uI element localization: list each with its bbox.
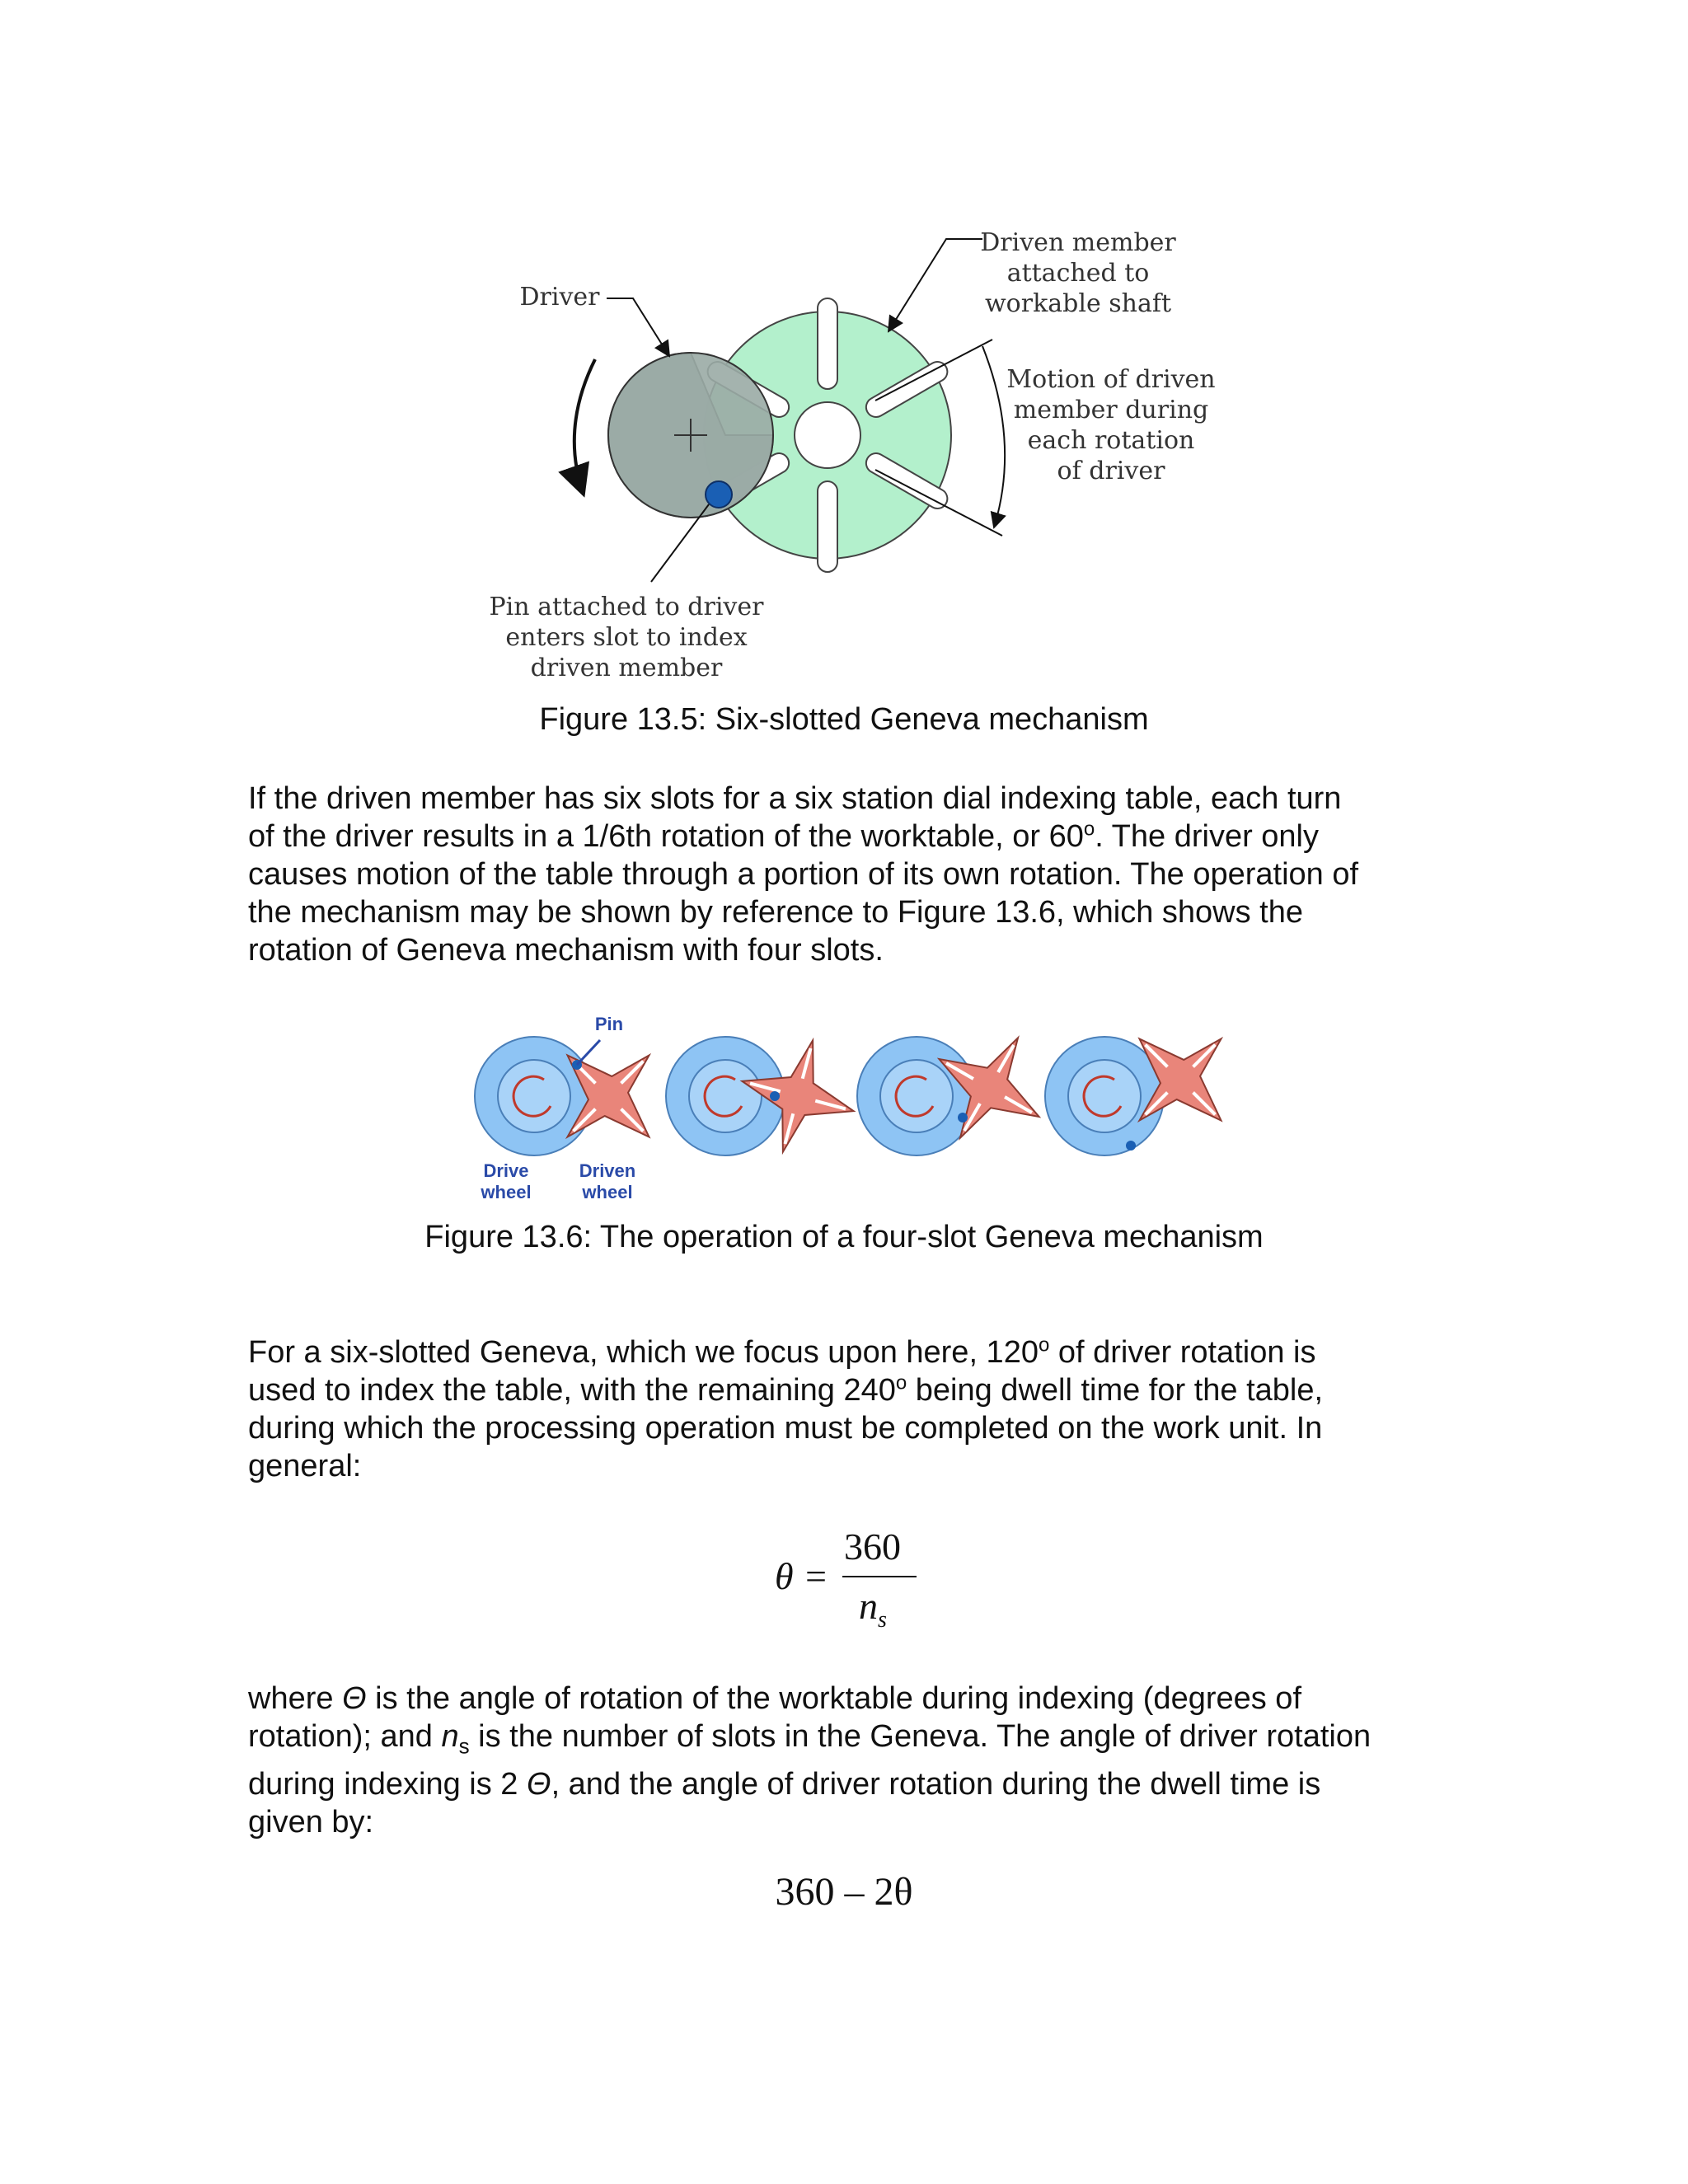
label-pin-line-1: Pin attached to driver xyxy=(489,593,764,621)
label-pin xyxy=(486,592,767,683)
para2-line-2 xyxy=(248,1371,1451,1409)
driver-disk xyxy=(608,353,773,518)
label-motion xyxy=(999,364,1223,486)
label-drive-wheel xyxy=(473,1160,539,1203)
para3-line-3b: , and the angle of driver rotation during the dwell time is xyxy=(551,1766,1321,1802)
theta-symbol: Θ xyxy=(527,1766,551,1802)
para1-line-5: rotation of Geneva mechanism with four slots. xyxy=(248,933,884,968)
para1-line-2a: of the driver results in a 1/6th rotation of the worktable, or 60 xyxy=(248,819,1084,854)
para3-line-2 xyxy=(248,1718,1451,1765)
para2-line-4: general: xyxy=(248,1449,362,1483)
stage-1 xyxy=(475,1015,690,1178)
para3-line-4: given by: xyxy=(248,1804,374,1840)
label-driven-member xyxy=(971,227,1185,319)
para1-line-2 xyxy=(248,818,1451,855)
para2-line-2a: used to index the table, with the remaining 240 xyxy=(248,1373,896,1408)
para3-line-1 xyxy=(248,1680,1451,1718)
para3-line-3a: during indexing is 2 xyxy=(248,1766,527,1802)
label-motion-line-4: of driver xyxy=(1057,457,1165,485)
stage-2 xyxy=(666,1025,869,1166)
label-driven-wheel-line-1: Driven xyxy=(579,1160,636,1181)
label-pin-line-3: driven member xyxy=(530,654,723,682)
para2-line-2b: being dwell time for the table, xyxy=(907,1373,1324,1408)
para3-line-1a: where xyxy=(248,1681,343,1716)
label-driven-wheel xyxy=(570,1160,645,1203)
equation-denominator xyxy=(859,1584,887,1633)
fraction-bar xyxy=(842,1576,917,1577)
para3-line-1b: is the angle of rotation of the worktable during indexing (degrees of xyxy=(366,1681,1302,1716)
stage-4 xyxy=(1045,1005,1253,1161)
ns-symbol: n xyxy=(441,1719,459,1754)
driver-pin xyxy=(706,481,732,508)
theta-symbol: Θ xyxy=(342,1681,367,1716)
equation-subscript: s xyxy=(878,1607,887,1633)
paragraph-1 xyxy=(248,780,1451,969)
degree-superscript: o xyxy=(1038,1333,1050,1357)
label-pin-fig6: Pin xyxy=(594,1014,624,1034)
para2-line-3: during which the processing operation must be completed on the work unit. In xyxy=(248,1411,1323,1446)
label-motion-line-3: each rotation xyxy=(1027,426,1195,455)
label-driven-wheel-line-2: wheel xyxy=(582,1182,633,1202)
degree-superscript: o xyxy=(1083,818,1095,841)
para2-line-1a: For a six-slotted Geneva, which we focus upon here, 120 xyxy=(248,1335,1039,1370)
para1-line-3: causes motion of the table through a portion of its own rotation. The operation of xyxy=(248,857,1359,892)
para3-line-3 xyxy=(248,1765,1451,1803)
figure-13-6-caption: Figure 13.6: The operation of a four-slot Geneva mechanism xyxy=(424,1220,1264,1254)
degree-superscript: o xyxy=(895,1371,907,1394)
label-pin-line-2: enters slot to index xyxy=(505,623,748,652)
equation-numerator: 360 xyxy=(844,1526,901,1568)
para1-line-1: If the driven member has six slots for a six station dial indexing table, each turn xyxy=(248,781,1342,816)
para1-line-4: the mechanism may be shown by reference to Figure 13.6, which shows the xyxy=(248,895,1303,930)
ns-subscript: s xyxy=(458,1733,470,1759)
para3-line-2a: rotation); and xyxy=(248,1719,442,1754)
label-drive-line-2: wheel xyxy=(481,1182,532,1202)
label-driven-line-1: Driven member xyxy=(980,228,1176,257)
stage-3 xyxy=(857,1009,1068,1166)
equation-denominator-n: n xyxy=(859,1585,878,1627)
equation-lhs: θ = xyxy=(775,1555,829,1597)
label-driven-line-2: attached to xyxy=(1006,259,1150,288)
paragraph-2 xyxy=(248,1333,1451,1485)
para2-line-1 xyxy=(248,1333,1451,1371)
equation-dwell: 360 – 2θ xyxy=(775,1870,913,1914)
para1-line-2b: . The driver only xyxy=(1095,819,1320,854)
label-motion-line-1: Motion of driven xyxy=(1006,365,1216,394)
label-motion-line-2: member during xyxy=(1013,396,1209,424)
para3-line-2b: is the number of slots in the Geneva. The angle of driver rotation xyxy=(469,1719,1372,1754)
label-driver: Driver xyxy=(519,283,600,312)
label-drive-line-1: Drive xyxy=(483,1160,529,1181)
label-driven-line-3: workable shaft xyxy=(985,289,1171,318)
driver-rotation-arrow xyxy=(574,359,595,494)
figure-13-5-caption: Figure 13.5: Six-slotted Geneva mechanism xyxy=(539,702,1149,737)
equation-theta xyxy=(775,1525,923,1640)
para2-line-1b: of driver rotation is xyxy=(1049,1335,1316,1370)
paragraph-3 xyxy=(248,1680,1451,1841)
